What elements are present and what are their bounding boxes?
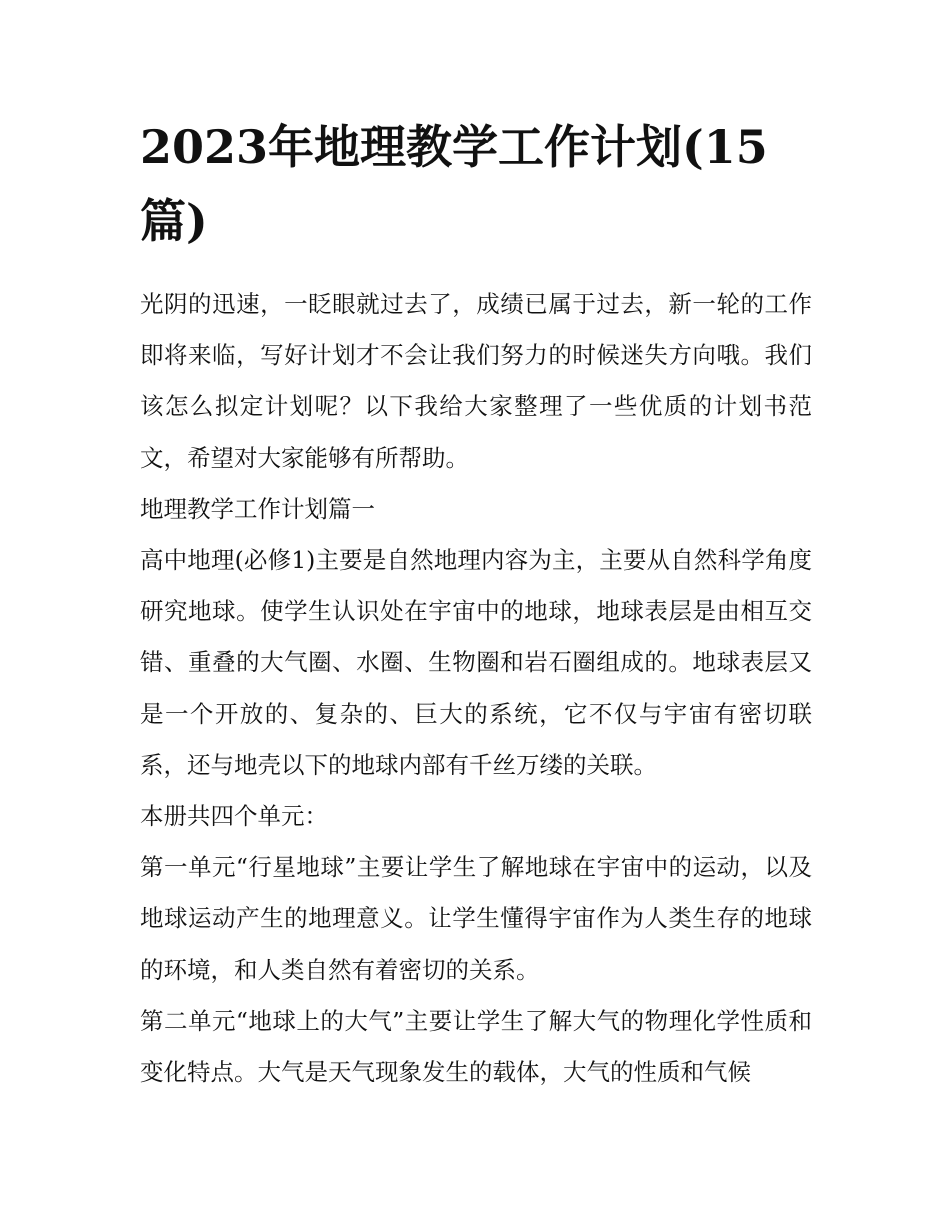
document-page [140, 110, 812, 1098]
section-heading: 地理教学工作计划篇一 [140, 494, 375, 523]
unit-count-paragraph: 本册共四个单元： [140, 802, 328, 831]
intro-paragraph: 光阴的迅速，一眨眼就过去了，成绩已属于过去，新一轮的工作即将来临，写好计划才不会让我们努力的时候迷失方向哦。我们该怎么拟定计划呢？以下我给大家整理了一些优质的计划书范文，希望对大家能够有所帮助。 [140, 290, 812, 472]
document-title: 2023年地理教学工作计划(15篇) [140, 120, 768, 248]
body-paragraph: 高中地理(必修1)主要是自然地理内容为主，主要从自然科学角度研究地球。使学生认识处在宇宙中的地球，地球表层是由相互交错、重叠的大气圈、水圈、生物圈和岩石圈组成的。地球表层又是一个开放的、复杂的、巨大的系统，它不仅与宇宙有密切联系，还与地壳以下的地球内部有千丝万缕的关联。 [140, 546, 812, 779]
document-body [140, 279, 812, 1098]
unit-two-paragraph: 第二单元“地球上的大气”主要让学生了解大气的物理化学性质和变化特点。大气是天气现象发生的载体，大气的性质和气候 [140, 1006, 812, 1087]
unit-one-paragraph: 第一单元“行星地球”主要让学生了解地球在宇宙中的运动，以及地球运动产生的地理意义。让学生懂得宇宙作为人类生存的地球的环境，和人类自然有着密切的关系。 [140, 853, 812, 984]
